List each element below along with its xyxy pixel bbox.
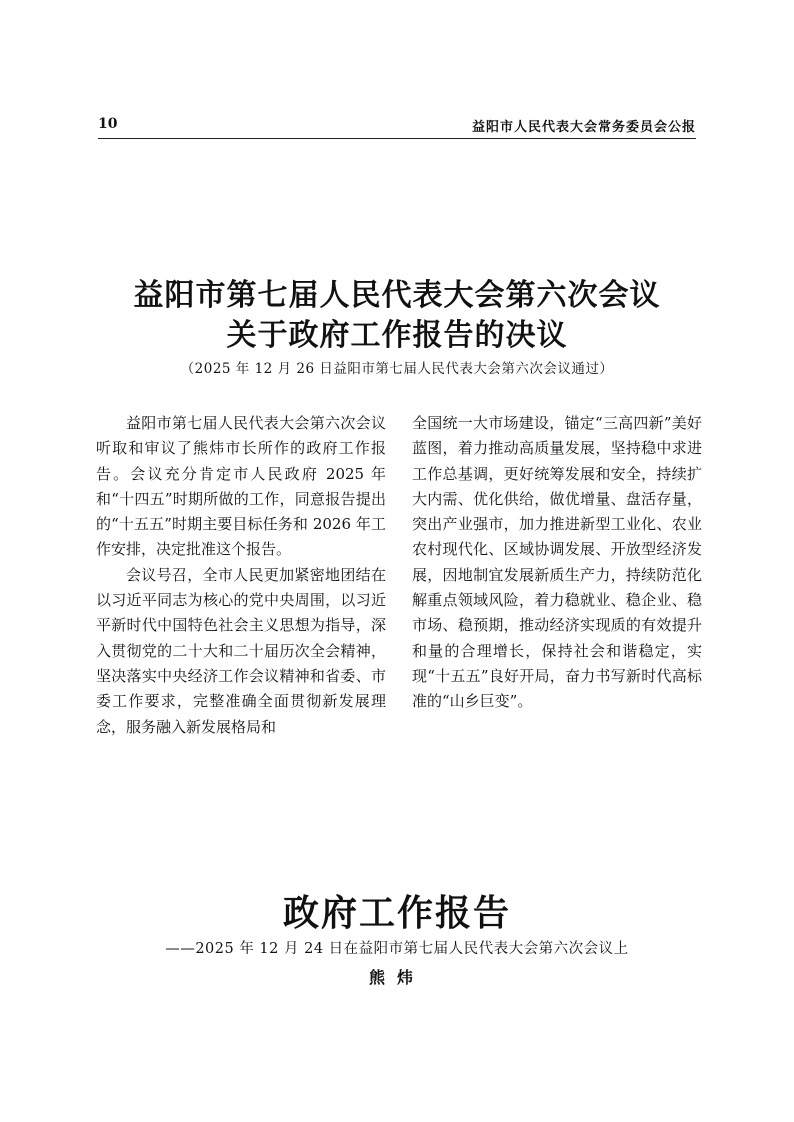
resolution-title-line1: 益阳市第七届人民代表大会第六次会议 bbox=[133, 278, 661, 313]
resolution-paragraph-1: 益阳市第七届人民代表大会第六次会议听取和审议了熊炜市长所作的政府工作报告。会议充分肯定市人民政府 2025 年和“十四五”时期所做的工作，同意报告提出的“十五五”时期主要目标任务和 2026 年工作安排，决定批准这个报告。 bbox=[96, 414, 386, 559]
left-column bbox=[96, 411, 386, 740]
report-subtitle: ——2025 年 12 月 24 日在益阳市第七届人民代表大会第六次会议上 bbox=[165, 941, 629, 957]
resolution-paragraph-2-continued: 全国统一大市场建设，锚定“三高四新”美好蓝图，着力推动高质量发展，坚持稳中求进工作总基调，更好统筹发展和安全，持续扩大内需、优化供给，做优增量、盘活存量，突出产业强市，加力推进新型工业化、农业农村现代化、区域协调发展、开放型经济发展，因地制宜发展新质生产力，持续防范化解重点领域风险，着力稳就业、稳企业、稳市场、稳预期，推动经济实现质的有效提升和量的合理增长，保持社会和谐稳定，实现“十五五”良好开局，奋力书写新时代高标准的“山乡巨变”。 bbox=[412, 414, 702, 711]
page-number: 10 bbox=[98, 116, 118, 132]
header-rule bbox=[98, 138, 696, 139]
resolution-subtitle: （2025 年 12 月 26 日益阳市第七届人民代表大会第六次会议通过） bbox=[180, 361, 614, 377]
report-title: 政府工作报告 bbox=[282, 892, 511, 934]
journal-title: 益阳市人民代表大会常务委员会公报 bbox=[471, 120, 696, 135]
resolution-title-line2: 关于政府工作报告的决议 bbox=[226, 318, 568, 353]
report-author: 熊炜 bbox=[368, 968, 425, 987]
resolution-paragraph-2: 会议号召，全市人民更加紧密地团结在以习近平同志为核心的党中央周围，以习近平新时代中国特色社会主义思想为指导，深入贯彻党的二十大和二十届历次全会精神，坚决落实中央经济工作会议精神和省委、市委工作要求，完整准确全面贯彻新发展理念，服务融入新发展格局和 bbox=[96, 565, 386, 736]
right-column bbox=[412, 411, 702, 715]
running-header bbox=[98, 114, 696, 136]
